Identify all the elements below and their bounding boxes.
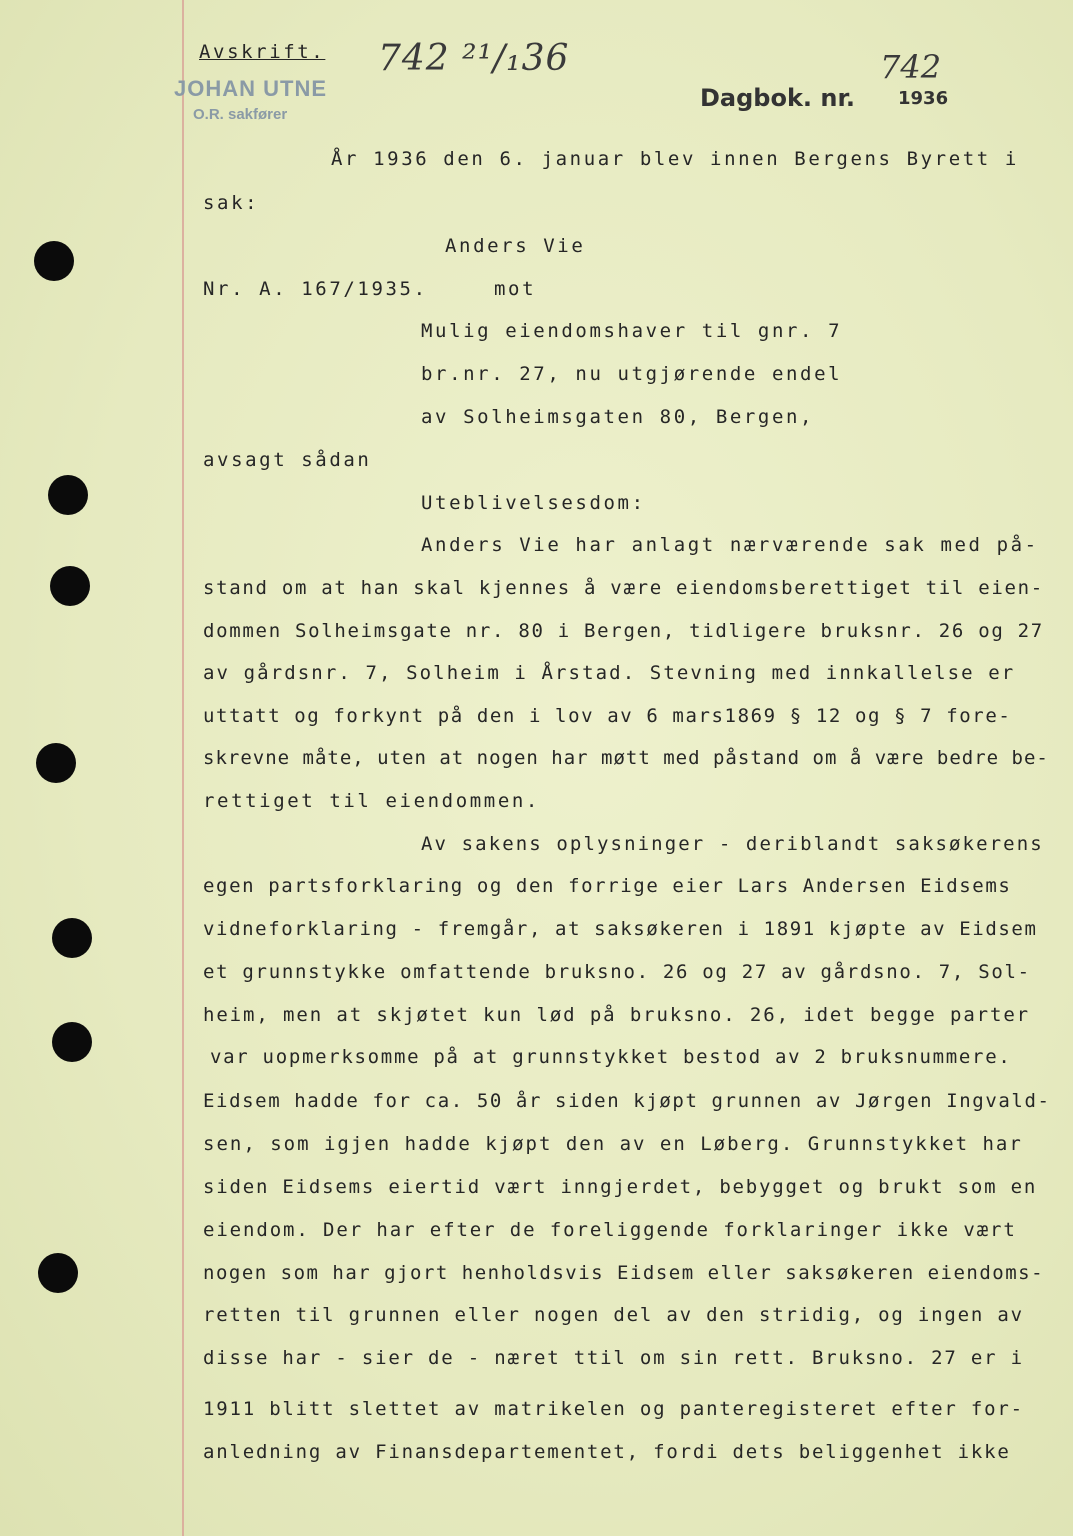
- punch-hole: [34, 241, 74, 281]
- text-line: siden Eidsems eiertid vært inngjerdet, bebygget og brukt som en: [203, 1176, 1038, 1198]
- text-line: uttatt og forkynt på den i lov av 6 mars1869 § 12 og § 7 fore-: [203, 705, 1012, 727]
- text-line: rettiget til eiendommen.: [203, 790, 540, 812]
- text-line: stand om at han skal kjennes å være eiendomsberettiget til eien-: [203, 577, 1044, 599]
- lawyer-stamp-name: JOHAN UTNE: [174, 76, 328, 101]
- text-line: Anders Vie: [445, 235, 586, 257]
- text-line: År 1936 den 6. januar blev innen Bergens Byrett i: [331, 148, 1019, 170]
- text-line: avsagt sådan: [203, 449, 372, 471]
- text-line: Av sakens oplysninger - deriblandt saksøkerens: [421, 833, 1044, 855]
- avskrift-label: Avskrift.: [199, 41, 326, 63]
- text-line: br.nr. 27, nu utgjørende endel: [421, 363, 843, 385]
- text-line: disse har - sier de - næret ttil om sin rett. Bruksno. 27 er i: [203, 1347, 1024, 1369]
- text-line: av gårdsnr. 7, Solheim i Årstad. Stevning med innkallelse er: [203, 662, 1016, 684]
- dagbok-label: Dagbok. nr.: [700, 84, 856, 112]
- text-line: Nr. A. 167/1935.: [203, 278, 428, 300]
- text-line: Eidsem hadde for ca. 50 år siden kjøpt grunnen av Jørgen Ingvald-: [203, 1090, 1051, 1112]
- dagbok-number: 742: [880, 48, 942, 86]
- text-line: dommen Solheimsgate nr. 80 i Bergen, tidligere bruksnr. 26 og 27: [203, 620, 1044, 642]
- punch-hole: [36, 743, 76, 783]
- text-line: sak:: [203, 192, 260, 214]
- margin-rule: [182, 0, 184, 1536]
- text-line: retten til grunnen eller nogen del av den stridig, og ingen av: [203, 1304, 1024, 1326]
- text-line: skrevne måte, uten at nogen har møtt med påstand om å være bedre be-: [203, 747, 1049, 769]
- lawyer-stamp-title: O.R. sakfører: [193, 106, 288, 123]
- punch-hole: [52, 918, 92, 958]
- punch-hole: [50, 566, 90, 606]
- text-line: heim, men at skjøtet kun lød på bruksno. 26, idet begge parter: [203, 1004, 1031, 1026]
- dagbok-year: 1936: [898, 88, 949, 109]
- text-line: anledning av Finansdepartementet, fordi dets beliggenhet ikke: [203, 1441, 1011, 1463]
- text-line: eiendom. Der har efter de foreliggende forklaringer ikke vært: [203, 1219, 1017, 1241]
- text-line: 1911 blitt slettet av matrikelen og panteregisteret efter for-: [203, 1398, 1024, 1420]
- text-line: sen, som igjen hadde kjøpt den av en Løberg. Grunnstykket har: [203, 1133, 1023, 1155]
- text-line: var uopmerksomme på at grunnstykket bestod av 2 bruksnummere.: [210, 1046, 1012, 1068]
- text-line: Mulig eiendomshaver til gnr. 7: [421, 320, 843, 342]
- text-line: av Solheimsgaten 80, Bergen,: [421, 406, 815, 428]
- text-line: Anders Vie har anlagt nærværende sak med på-: [421, 534, 1039, 556]
- punch-hole: [38, 1253, 78, 1293]
- text-line: Uteblivelsesdom:: [421, 492, 646, 514]
- text-line: et grunnstykke omfattende bruksno. 26 og 27 av gårdsno. 7, Sol-: [203, 961, 1031, 983]
- punch-hole: [52, 1022, 92, 1062]
- text-line: mot: [494, 278, 537, 300]
- handwritten-case-number: 742 ²¹/₁36: [378, 38, 570, 79]
- punch-hole: [48, 475, 88, 515]
- text-line: egen partsforklaring og den forrige eier Lars Andersen Eidsems: [203, 875, 1012, 897]
- text-line: vidneforklaring - fremgår, at saksøkeren i 1891 kjøpte av Eidsem: [203, 918, 1038, 940]
- text-line: nogen som har gjort henholdsvis Eidsem eller saksøkeren eiendoms-: [203, 1262, 1045, 1284]
